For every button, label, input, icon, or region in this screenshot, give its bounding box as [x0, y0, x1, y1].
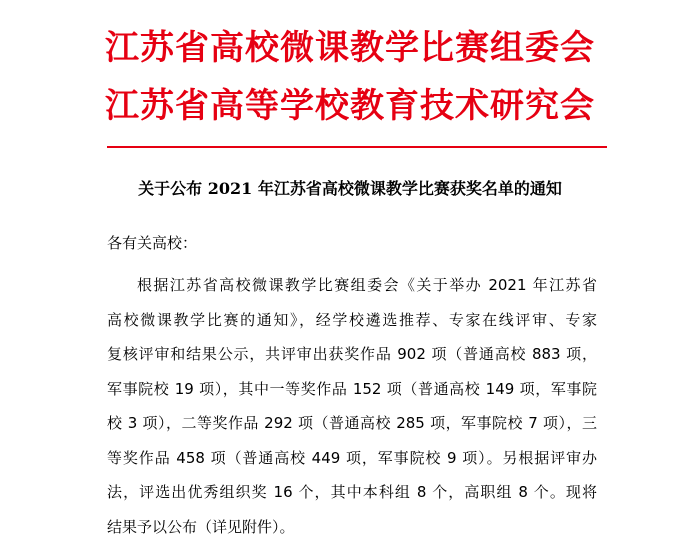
- body-line: 结果予以公布（详见附件）。: [107, 517, 295, 536]
- body-line: 等奖作品 458 项（普通高校 449 项，军事院校 9 项）。另根据评审办: [107, 448, 597, 467]
- body-line: 高校微课教学比赛的通知》，经学校遴选推荐、专家在线评审、专家: [107, 310, 597, 329]
- salutation: 各有关高校：: [107, 234, 198, 252]
- body-line: 根据江苏省高校微课教学比赛组委会《关于举办 2021 年江苏省: [137, 276, 597, 294]
- body-line: 军事院校 19 项），其中一等奖作品 152 项（普通高校 149 项，军事院: [107, 379, 597, 398]
- body-line: 复核评审和结果公示，共评审出获奖作品 902 项（普通高校 883 项，: [107, 345, 597, 363]
- red-divider-rule: [107, 146, 607, 148]
- body-line: 法，评选出优秀组织奖 16 个，其中本科组 8 个，高职组 8 个。现将: [107, 483, 597, 501]
- issuing-org-line-2: 江苏省高等学校教育技术研究会: [105, 86, 595, 126]
- notice-title: 关于公布 2021 年江苏省高校微课教学比赛获奖名单的通知: [138, 179, 562, 198]
- issuing-org-line-1: 江苏省高校微课教学比赛组委会: [105, 28, 595, 68]
- notice-body: [107, 268, 597, 544]
- body-line: 校 3 项），二等奖作品 292 项（普通高校 285 项，军事院校 7 项），三: [107, 414, 597, 432]
